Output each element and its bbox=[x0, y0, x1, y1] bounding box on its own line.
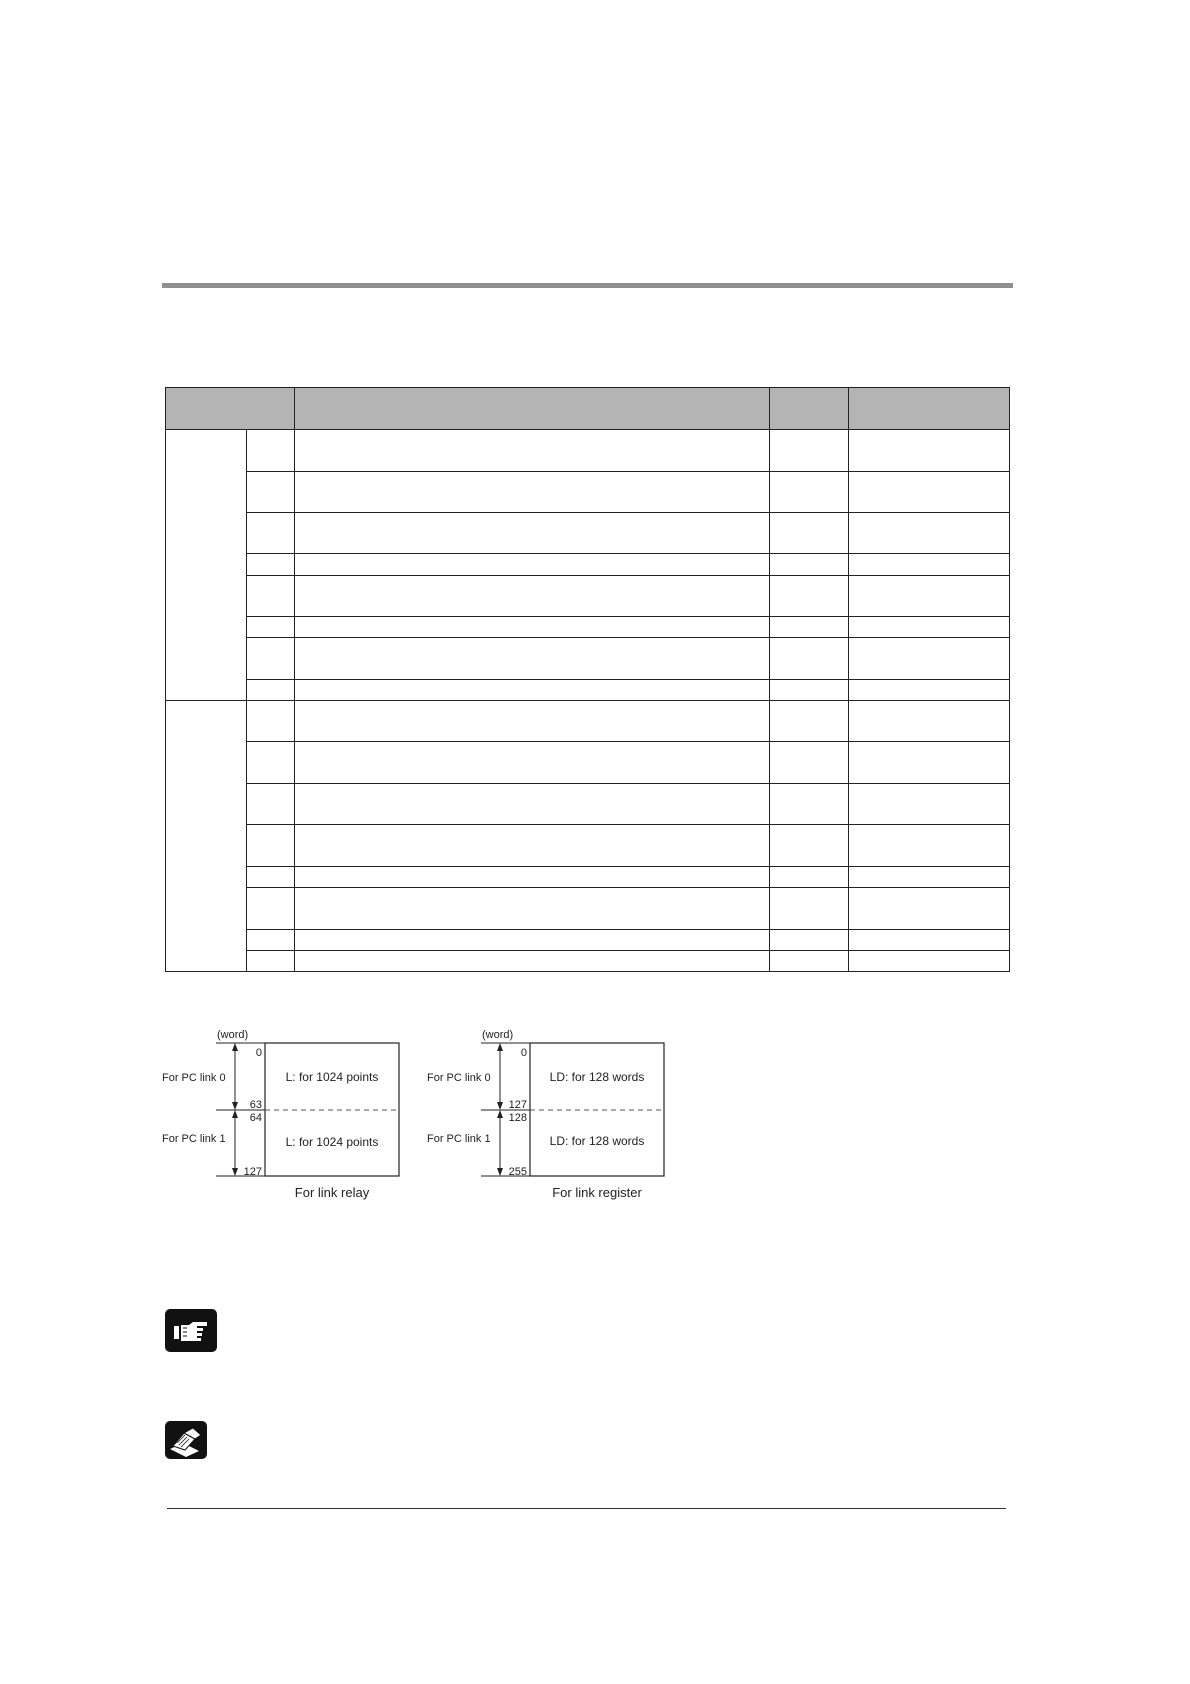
row-separator bbox=[246, 471, 1009, 472]
block-label: L: for 1024 points bbox=[285, 1070, 379, 1084]
table-header-row bbox=[166, 388, 1009, 430]
address-label: 0 bbox=[255, 1047, 262, 1059]
address-label: 127 bbox=[508, 1099, 527, 1111]
address-label: 0 bbox=[520, 1047, 527, 1059]
group-separator bbox=[166, 700, 1009, 701]
row-separator bbox=[246, 866, 1009, 867]
address-label: 127 bbox=[243, 1166, 262, 1178]
unit-label: (word) bbox=[482, 1029, 514, 1041]
reference-book-icon bbox=[165, 1421, 207, 1459]
address-label: 255 bbox=[508, 1166, 527, 1178]
row-separator bbox=[246, 950, 1009, 951]
pointing-hand-icon bbox=[165, 1309, 217, 1352]
row-separator bbox=[246, 824, 1009, 825]
row-separator bbox=[246, 575, 1009, 576]
address-label: 128 bbox=[508, 1112, 527, 1124]
row-separator bbox=[246, 679, 1009, 680]
pc-link-0-label: For PC link 0 bbox=[162, 1072, 226, 1084]
address-label: 63 bbox=[249, 1099, 262, 1111]
block-label: L: for 1024 points bbox=[285, 1135, 379, 1149]
footer-rule bbox=[167, 1508, 1006, 1509]
pc-link-1-label: For PC link 1 bbox=[162, 1133, 226, 1145]
link-register-diagram bbox=[425, 1025, 675, 1205]
pc-link-0-label: For PC link 0 bbox=[427, 1072, 491, 1084]
row-separator bbox=[246, 512, 1009, 513]
header-rule bbox=[162, 283, 1013, 288]
row-separator bbox=[246, 616, 1009, 617]
diagram-caption: For link register bbox=[552, 1185, 642, 1200]
pc-link-1-label: For PC link 1 bbox=[427, 1133, 491, 1145]
link-relay-diagram bbox=[160, 1025, 410, 1205]
unit-label: (word) bbox=[217, 1029, 249, 1041]
block-label: LD: for 128 words bbox=[549, 1134, 645, 1148]
specification-table bbox=[165, 387, 1010, 972]
address-label: 64 bbox=[249, 1112, 262, 1124]
row-separator bbox=[246, 783, 1009, 784]
row-separator bbox=[246, 929, 1009, 930]
block-label: LD: for 128 words bbox=[549, 1070, 645, 1084]
row-separator bbox=[246, 553, 1009, 554]
diagram-caption: For link relay bbox=[294, 1185, 370, 1200]
row-separator bbox=[246, 887, 1009, 888]
row-separator bbox=[246, 637, 1009, 638]
row-separator bbox=[246, 741, 1009, 742]
